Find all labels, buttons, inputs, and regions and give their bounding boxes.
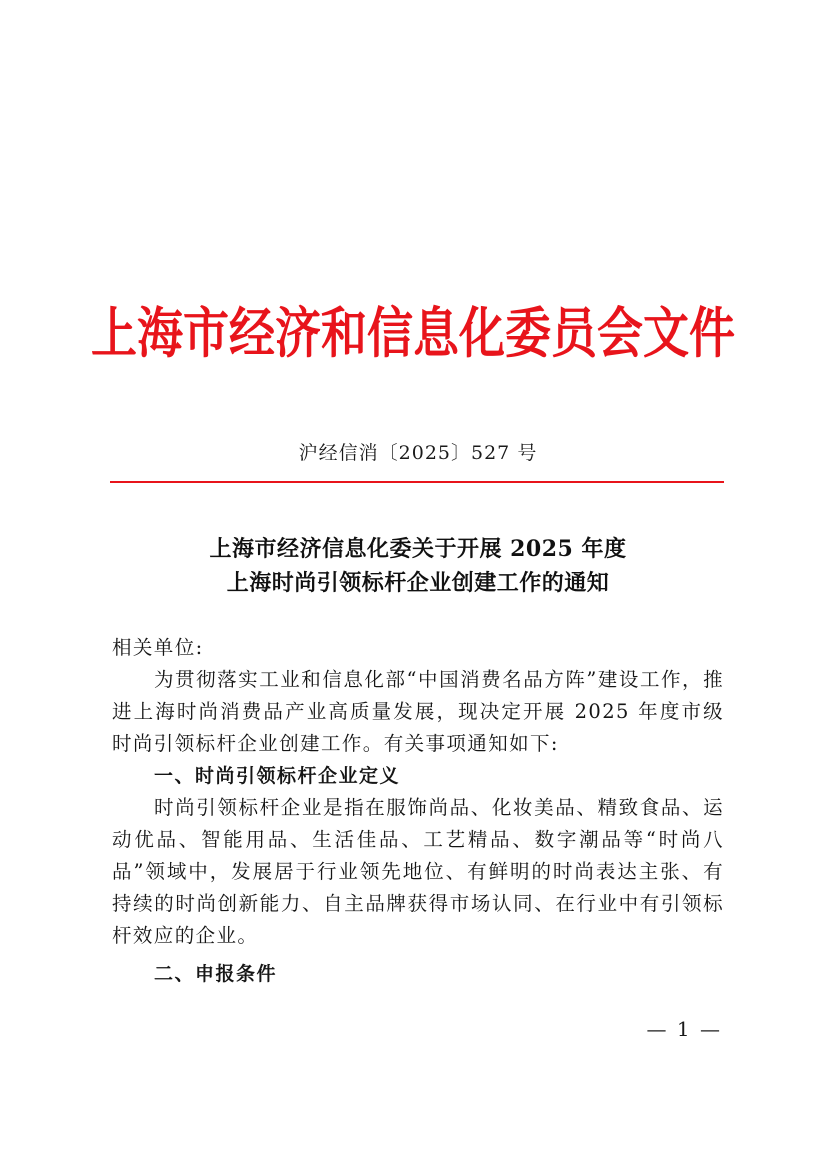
section-2-heading: 二、申报条件 (154, 963, 278, 985)
document-number: 沪经信消〔2025〕527 号 (298, 442, 538, 464)
notice-body (112, 632, 724, 990)
masthead-title: 上海市经济和信息化委员会文件 (91, 301, 735, 366)
section-1-heading: 一、时尚引领标杆企业定义 (154, 765, 401, 787)
section-1-paragraph: 时尚引领标杆企业是指在服饰尚品、化妆美品、精致食品、运动优品、智能用品、生活佳品、工艺精品、数字潮品等“时尚八品”领域中，发展居于行业领先地位、有鲜明的时尚表达主张、有持续的时尚创新能力、自主品牌获得市场认同、在行业中有引领标杆效应的企业。 (112, 796, 724, 947)
notice-title (0, 532, 826, 600)
red-divider-line (110, 481, 724, 483)
notice-title-line-1: 上海市经济信息化委关于开展 2025 年度 (209, 536, 627, 562)
page-number: — 1 — (646, 1017, 722, 1041)
salutation: 相关单位: (112, 636, 204, 659)
intro-paragraph: 为贯彻落实工业和信息化部“中国消费名品方阵”建设工作，推进上海时尚消费品产业高质量发展，现决定开展 2025 年度市级时尚引领标杆企业创建工作。有关事项通知如下: (112, 668, 724, 755)
notice-title-line-2: 上海时尚引领标杆企业创建工作的通知 (226, 570, 610, 596)
